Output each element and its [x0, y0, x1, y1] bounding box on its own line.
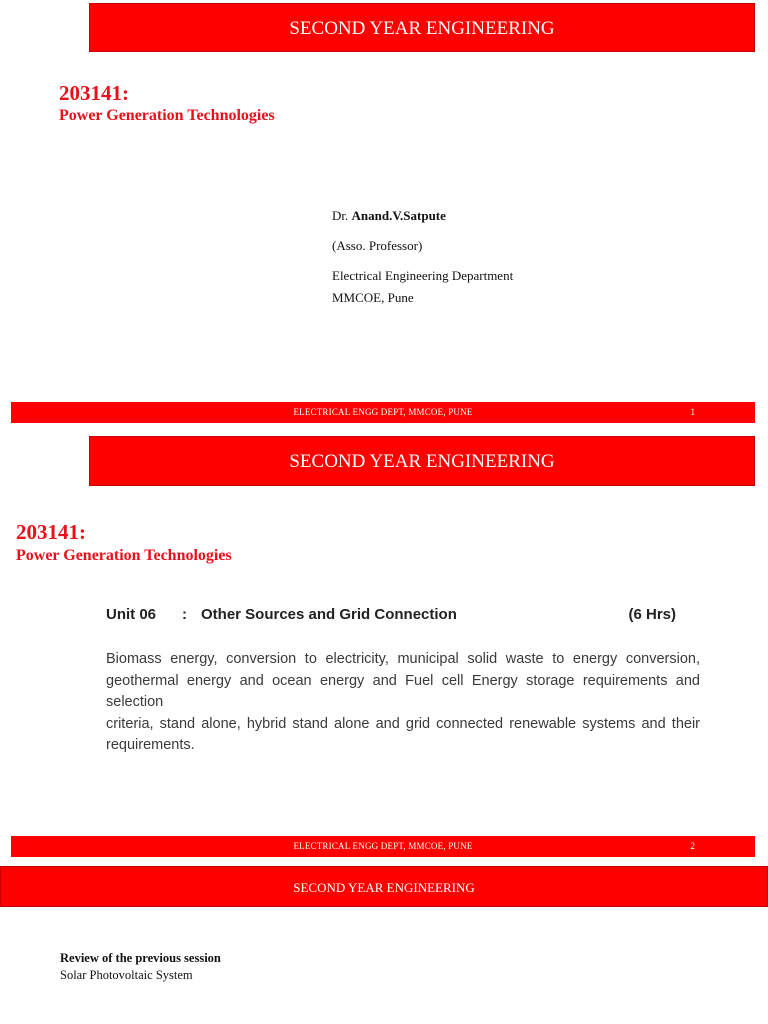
- unit-description-line: Biomass energy, conversion to electricity, municipal solid waste to energy conversion,: [106, 651, 700, 667]
- slide-2-page-number: 2: [690, 841, 695, 851]
- slide-1-course-title: Power Generation Technologies: [59, 107, 275, 124]
- slide-2-banner-text: SECOND YEAR ENGINEERING: [289, 451, 555, 472]
- slide-2-footer: [11, 836, 755, 857]
- slide-3-banner-text: SECOND YEAR ENGINEERING: [293, 880, 475, 895]
- slide-1-banner: [89, 3, 755, 52]
- unit-separator: :: [182, 606, 187, 623]
- author-institute: MMCOE, Pune: [332, 290, 414, 305]
- slide-2-footer-text: ELECTRICAL ENGG DEPT, MMCOE, PUNE: [293, 841, 473, 851]
- unit-description: [106, 649, 700, 757]
- slide-1-course-code: 203141:: [59, 81, 129, 105]
- slide-1-footer: [11, 402, 755, 423]
- unit-title: Other Sources and Grid Connection: [201, 606, 457, 623]
- author-department: Electrical Engineering Department: [332, 268, 514, 283]
- unit-description-line: criteria, stand alone, hybrid stand alone and grid connected renewable systems and their: [106, 715, 700, 732]
- review-topic: Solar Photovoltaic System: [60, 968, 193, 982]
- unit-hours: (6 Hrs): [628, 606, 676, 623]
- unit-description-line: geothermal energy and ocean energy and Fuel cell Energy storage requirements and selection: [106, 672, 700, 710]
- slide-1-author-line: [332, 208, 446, 224]
- unit-heading: [106, 606, 700, 630]
- author-name: Anand.V.Satpute: [351, 208, 446, 223]
- slide-2-banner: [89, 436, 755, 486]
- slide-1-banner-text: SECOND YEAR ENGINEERING: [289, 18, 555, 39]
- unit-label: Unit 06: [106, 606, 157, 623]
- author-role: (Asso. Professor): [332, 238, 423, 253]
- slide-1-page-number: 1: [690, 407, 695, 417]
- slide-3-banner: [0, 866, 768, 907]
- slide-2-course-code: 203141:: [16, 520, 86, 544]
- syllabus-excerpt: [106, 606, 700, 757]
- author-prefix: Dr.: [332, 208, 349, 223]
- unit-description-line: requirements.: [106, 737, 195, 753]
- slide-2-course-title: Power Generation Technologies: [16, 547, 232, 564]
- slide-1-footer-text: ELECTRICAL ENGG DEPT, MMCOE, PUNE: [293, 407, 473, 417]
- review-heading: Review of the previous session: [60, 951, 221, 965]
